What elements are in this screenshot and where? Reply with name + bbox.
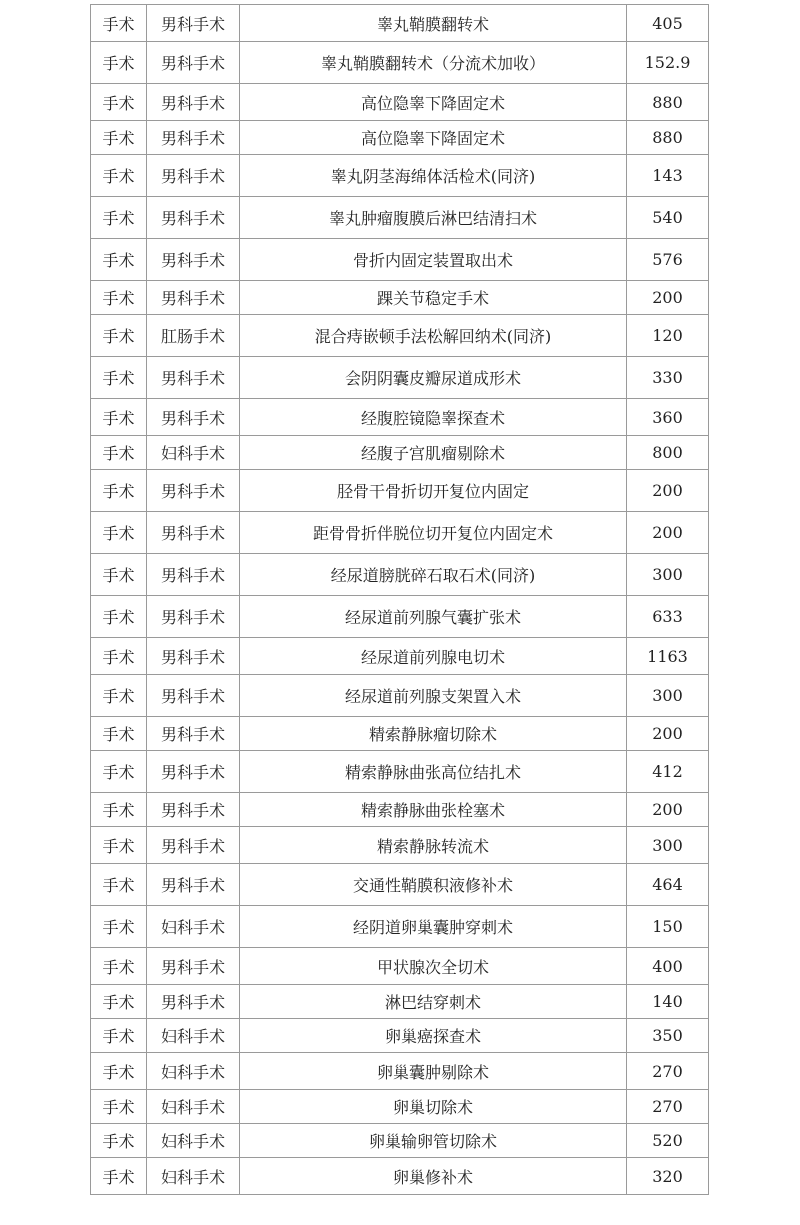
table-row <box>91 1158 709 1195</box>
price-cell: 800 <box>627 436 709 470</box>
department-cell: 男科手术 <box>147 985 240 1019</box>
procedure-name-cell: 经尿道前列腺支架置入术 <box>240 675 627 717</box>
price-cell: 300 <box>627 675 709 717</box>
table-row <box>91 1053 709 1090</box>
price-cell: 576 <box>627 239 709 281</box>
department-cell: 男科手术 <box>147 554 240 596</box>
price-cell: 464 <box>627 864 709 906</box>
price-cell: 300 <box>627 554 709 596</box>
department-cell: 男科手术 <box>147 121 240 155</box>
category-cell: 手术 <box>91 948 147 985</box>
procedure-name-cell: 距骨骨折伴脱位切开复位内固定术 <box>240 512 627 554</box>
table-row <box>91 436 709 470</box>
department-cell: 妇科手术 <box>147 1090 240 1124</box>
department-cell: 男科手术 <box>147 827 240 864</box>
category-cell: 手术 <box>91 239 147 281</box>
procedure-name-cell: 高位隐睾下降固定术 <box>240 84 627 121</box>
category-cell: 手术 <box>91 554 147 596</box>
table-row <box>91 121 709 155</box>
procedure-name-cell: 睾丸肿瘤腹膜后淋巴结清扫术 <box>240 197 627 239</box>
department-cell: 男科手术 <box>147 596 240 638</box>
procedure-name-cell: 甲状腺次全切术 <box>240 948 627 985</box>
category-cell: 手术 <box>91 793 147 827</box>
procedure-name-cell: 经阴道卵巢囊肿穿刺术 <box>240 906 627 948</box>
table-row <box>91 281 709 315</box>
category-cell: 手术 <box>91 906 147 948</box>
table-row <box>91 827 709 864</box>
table-row <box>91 596 709 638</box>
price-cell: 1163 <box>627 638 709 675</box>
table-row <box>91 1090 709 1124</box>
price-cell: 200 <box>627 793 709 827</box>
procedure-name-cell: 卵巢切除术 <box>240 1090 627 1124</box>
category-cell: 手术 <box>91 1019 147 1053</box>
category-cell: 手术 <box>91 5 147 42</box>
price-cell: 633 <box>627 596 709 638</box>
price-cell: 360 <box>627 399 709 436</box>
category-cell: 手术 <box>91 357 147 399</box>
category-cell: 手术 <box>91 155 147 197</box>
procedure-name-cell: 卵巢癌探查术 <box>240 1019 627 1053</box>
table-row <box>91 985 709 1019</box>
table-row <box>91 793 709 827</box>
category-cell: 手术 <box>91 197 147 239</box>
department-cell: 男科手术 <box>147 864 240 906</box>
price-cell: 880 <box>627 84 709 121</box>
procedure-name-cell: 卵巢囊肿剔除术 <box>240 1053 627 1090</box>
department-cell: 妇科手术 <box>147 1019 240 1053</box>
table-row <box>91 42 709 84</box>
price-cell: 412 <box>627 751 709 793</box>
table-row <box>91 470 709 512</box>
department-cell: 男科手术 <box>147 357 240 399</box>
category-cell: 手术 <box>91 121 147 155</box>
department-cell: 男科手术 <box>147 399 240 436</box>
price-cell: 880 <box>627 121 709 155</box>
category-cell: 手术 <box>91 1158 147 1195</box>
department-cell: 男科手术 <box>147 717 240 751</box>
procedure-name-cell: 经尿道膀胱碎石取石术(同济) <box>240 554 627 596</box>
category-cell: 手术 <box>91 42 147 84</box>
category-cell: 手术 <box>91 1090 147 1124</box>
department-cell: 男科手术 <box>147 197 240 239</box>
procedure-name-cell: 经腹子宫肌瘤剔除术 <box>240 436 627 470</box>
table-row <box>91 948 709 985</box>
price-cell: 400 <box>627 948 709 985</box>
department-cell: 男科手术 <box>147 470 240 512</box>
table-row <box>91 638 709 675</box>
table-row <box>91 1124 709 1158</box>
price-cell: 520 <box>627 1124 709 1158</box>
category-cell: 手术 <box>91 596 147 638</box>
table-row <box>91 357 709 399</box>
procedure-name-cell: 睾丸鞘膜翻转术（分流术加收） <box>240 42 627 84</box>
category-cell: 手术 <box>91 436 147 470</box>
procedure-name-cell: 睾丸鞘膜翻转术 <box>240 5 627 42</box>
table-row <box>91 399 709 436</box>
procedure-name-cell: 高位隐睾下降固定术 <box>240 121 627 155</box>
table-row <box>91 315 709 357</box>
category-cell: 手术 <box>91 1053 147 1090</box>
department-cell: 男科手术 <box>147 751 240 793</box>
procedure-name-cell: 精索静脉曲张高位结扎术 <box>240 751 627 793</box>
category-cell: 手术 <box>91 985 147 1019</box>
price-cell: 150 <box>627 906 709 948</box>
procedure-name-cell: 精索静脉瘤切除术 <box>240 717 627 751</box>
price-cell: 200 <box>627 512 709 554</box>
table-row <box>91 84 709 121</box>
procedure-name-cell: 卵巢修补术 <box>240 1158 627 1195</box>
table-row <box>91 155 709 197</box>
category-cell: 手术 <box>91 638 147 675</box>
category-cell: 手术 <box>91 512 147 554</box>
department-cell: 男科手术 <box>147 155 240 197</box>
price-cell: 143 <box>627 155 709 197</box>
table-row <box>91 906 709 948</box>
price-cell: 300 <box>627 827 709 864</box>
price-cell: 350 <box>627 1019 709 1053</box>
price-cell: 540 <box>627 197 709 239</box>
category-cell: 手术 <box>91 751 147 793</box>
price-cell: 152.9 <box>627 42 709 84</box>
category-cell: 手术 <box>91 717 147 751</box>
category-cell: 手术 <box>91 399 147 436</box>
procedure-name-cell: 交通性鞘膜积液修补术 <box>240 864 627 906</box>
price-cell: 200 <box>627 717 709 751</box>
table-row <box>91 717 709 751</box>
price-cell: 200 <box>627 470 709 512</box>
procedure-price-table <box>90 4 709 1195</box>
category-cell: 手术 <box>91 84 147 121</box>
department-cell: 男科手术 <box>147 793 240 827</box>
department-cell: 男科手术 <box>147 42 240 84</box>
price-cell: 120 <box>627 315 709 357</box>
category-cell: 手术 <box>91 864 147 906</box>
procedure-name-cell: 骨折内固定装置取出术 <box>240 239 627 281</box>
department-cell: 男科手术 <box>147 948 240 985</box>
category-cell: 手术 <box>91 470 147 512</box>
price-cell: 270 <box>627 1090 709 1124</box>
department-cell: 妇科手术 <box>147 1053 240 1090</box>
category-cell: 手术 <box>91 827 147 864</box>
procedure-name-cell: 卵巢输卵管切除术 <box>240 1124 627 1158</box>
table-row <box>91 864 709 906</box>
price-cell: 320 <box>627 1158 709 1195</box>
procedure-name-cell: 淋巴结穿刺术 <box>240 985 627 1019</box>
department-cell: 男科手术 <box>147 638 240 675</box>
procedure-name-cell: 经尿道前列腺电切术 <box>240 638 627 675</box>
department-cell: 男科手术 <box>147 675 240 717</box>
table-row <box>91 197 709 239</box>
table-row <box>91 5 709 42</box>
procedure-name-cell: 踝关节稳定手术 <box>240 281 627 315</box>
table-row <box>91 751 709 793</box>
procedure-name-cell: 睾丸阴茎海绵体活检术(同济) <box>240 155 627 197</box>
table-row <box>91 512 709 554</box>
department-cell: 妇科手术 <box>147 1158 240 1195</box>
category-cell: 手术 <box>91 281 147 315</box>
department-cell: 妇科手术 <box>147 1124 240 1158</box>
procedure-name-cell: 经腹腔镜隐睾探查术 <box>240 399 627 436</box>
category-cell: 手术 <box>91 675 147 717</box>
category-cell: 手术 <box>91 1124 147 1158</box>
department-cell: 男科手术 <box>147 5 240 42</box>
department-cell: 妇科手术 <box>147 906 240 948</box>
table-row <box>91 1019 709 1053</box>
department-cell: 男科手术 <box>147 512 240 554</box>
department-cell: 男科手术 <box>147 239 240 281</box>
price-cell: 270 <box>627 1053 709 1090</box>
procedure-name-cell: 经尿道前列腺气囊扩张术 <box>240 596 627 638</box>
table-row <box>91 675 709 717</box>
procedure-name-cell: 胫骨干骨折切开复位内固定 <box>240 470 627 512</box>
category-cell: 手术 <box>91 315 147 357</box>
department-cell: 男科手术 <box>147 84 240 121</box>
procedure-name-cell: 混合痔嵌顿手法松解回纳术(同济) <box>240 315 627 357</box>
department-cell: 男科手术 <box>147 281 240 315</box>
price-cell: 140 <box>627 985 709 1019</box>
procedure-name-cell: 会阴阴囊皮瓣尿道成形术 <box>240 357 627 399</box>
table-row <box>91 554 709 596</box>
table-row <box>91 239 709 281</box>
price-cell: 405 <box>627 5 709 42</box>
department-cell: 妇科手术 <box>147 436 240 470</box>
price-cell: 330 <box>627 357 709 399</box>
price-cell: 200 <box>627 281 709 315</box>
procedure-name-cell: 精索静脉转流术 <box>240 827 627 864</box>
procedure-name-cell: 精索静脉曲张栓塞术 <box>240 793 627 827</box>
department-cell: 肛肠手术 <box>147 315 240 357</box>
